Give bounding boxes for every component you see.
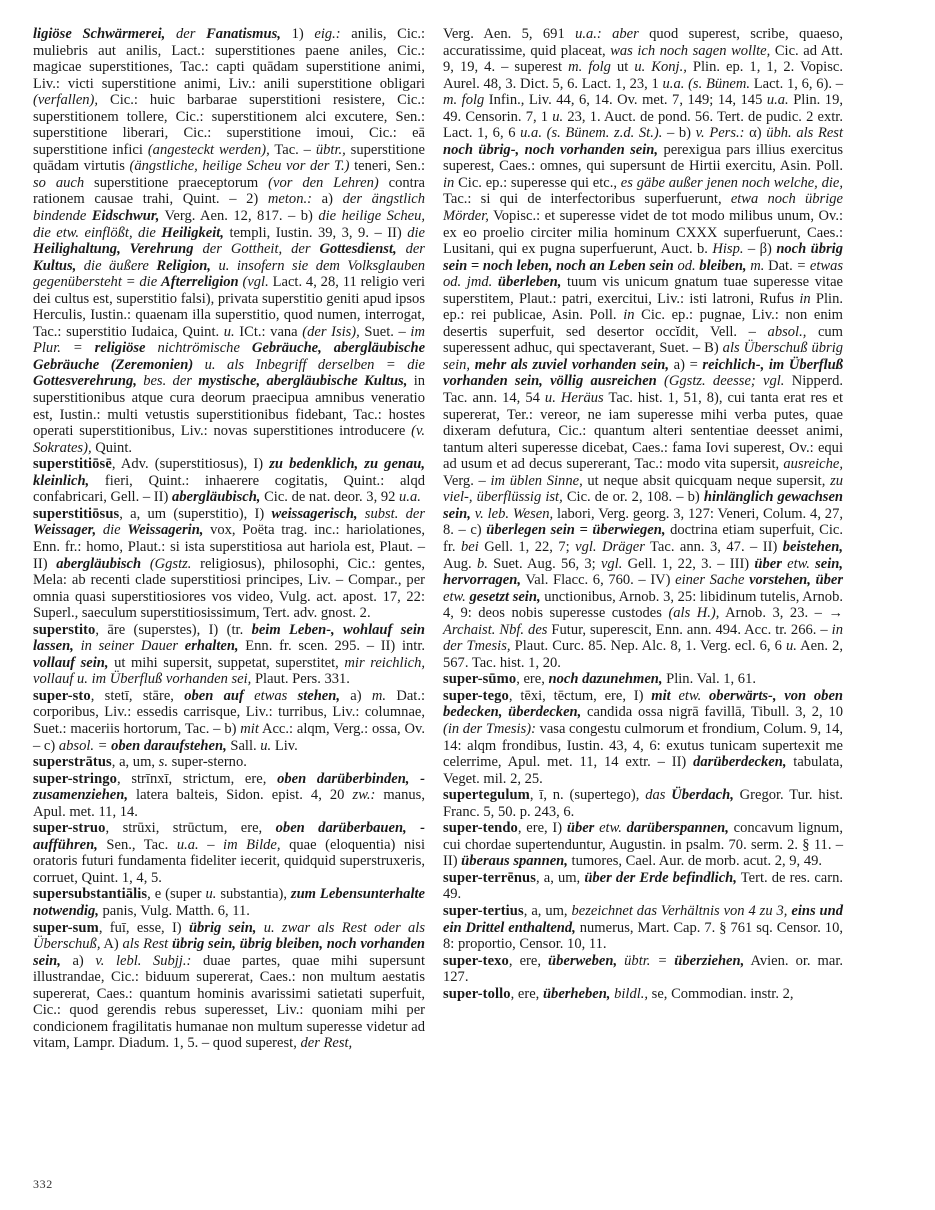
dictionary-entry: super-stringo, strīnxī, strictum, ere, oben darüberbinden, -zusamenziehen, latera balteis, Sidon. epist. 4, 20 zw.: manus, Apul. met. 11, 14. bbox=[33, 770, 425, 820]
dictionary-entry: superstrātus, a, um, s. super-sterno. bbox=[33, 754, 247, 771]
dictionary-entry: super-sum, fuī, esse, I) übrig sein, u. zwar als Rest oder als Überschuß, A) als Rest übrig sein, übrig bleiben, noch vorhanden sein, a) v. lebl. Subjj.: duae partes, quae mihi supersunt illustrandae, Cic.: biduum supererat, Caes.: non multum aestatis supererat, Caes.: quantum hominis avarissimi satietati superfuit, Cic.: quod gerendis rebus superesset, Liv.: quoniam mihi per condicionem fragilitatis humanae non multum superesse videtur ad vitam, Lampr. Diadum. 1, 5. – quod superest, der Rest, bbox=[33, 919, 426, 1052]
dictionary-entry: ligiöse Schwärmerei, der Fanatismus, 1) eig.: anilis, Cic.: muliebris aut anilis, Lact.: superstitiones paene aniles, Cic.: magicae superstitiones, Tac.: capti quādam superstitione animi, Liv.: victi superstitione animi, Liv.: anili superstitione obligari (verfallen), Cic.: huic barbarae superstitioni resistere, Cic.: superstitionem tollere, Cic.: superstitionem alci excutere, Sen.: superstitione liberari, Cic.: superstitione imoui, Cic.: eā superstitione infici (angesteckt werden), Tac. – übtr., superstitione quādam virtutis (ängstliche, heilige Scheu vor der T.) teneri, Sen.: so auch superstitione praeceptorum (vor den Lehren) contra rationem causae trahi, Quint. – 2) meton.: a) der ängstlich bindende Eidschwur, Verg. Aen. 12, 817. – b) die heilige Scheu, die etw. einflößt, die Heiligkeit, templi, Iustin. 39, 3, 9. – II) die Heilighaltung, Verehrung der Gottheit, der Gottesdienst, der Kultus, die äußere Religion, u. insofern sie dem Volksglauben gegenübersteht = die Afterreligion (vgl. Lact. 4, 28, 11 religio veri dei cultus est, superstitio falsi), privata superstitio geniti apud ipsos Herculis, Iustin.: quaenam illa superstitio, quod numen, interrogat, Tac.: superstitio Iudaica, Quint. u. ICt.: vana (der Isis), Suet. – im Plur. = religiöse nichtrömische Gebräuche, abergläubische Gebräuche (Zeremonien) u. als Inbegriff derselben = die Gottesverehrung, bes. der mystische, abergläubische Kultus, in superstitionibus atque cura deorum praecipua amnibus veneratio est, Iustin.: multi vetustis superstitionibus fidebant, Tac.: hostes operati superstitionibus, Liv.: novas superstitiones introducere (v. Sokrates), Quint. bbox=[33, 26, 426, 456]
dictionary-entry: super-texo, ere, überweben, übtr. = überziehen, Avien. or. mar. 127. bbox=[443, 952, 843, 986]
dictionary-entry: super-sūmo, ere, noch dazunehmen, Plin. Val. 1, 61. bbox=[443, 671, 756, 688]
dictionary-entry: super-tollo, ere, überheben, bildl., se, Commodian. instr. 2, bbox=[443, 985, 794, 1002]
left-column bbox=[33, 26, 425, 1166]
dictionary-entry: superstito, āre (superstes), I) (tr. beim Leben-, wohlauf sein lassen, in seiner Dauer erhalten, Enn. fr. scen. 295. – II) intr. vollauf sein, ut mihi supersit, suppetat, superstitet, mir reichlich, vollauf u. im Überfluß vorhanden sei, Plaut. Pers. 331. bbox=[33, 621, 426, 688]
dictionary-entry: super-tego, tēxi, tēctum, ere, I) mit etw. oberwärts-, von oben bedecken, überdecken, candida ossa nigrā favillā, Tibull. 3, 2, 10 (in der Tmesis): vasa congestu culmorum et frondium, Colum. 9, 14, 14: alqm frondibus, Iustin. 43, 4, 6: exutus tunicam supertexit me celerrime, Apul. met. 11, 14 extr. – II) darüberdecken, tabulata, Veget. mil. 2, 25. bbox=[443, 687, 844, 787]
dictionary-entry: superstitiōsē, Adv. (superstitiosus), I) zu bedenklich, zu genau, kleinlich, fieri, Quint.: inhaerere cogitatis, Quint.: alqd confabricari, Gell. – II) abergläubisch, Cic. de nat. deor. 3, 92 u.a. bbox=[33, 456, 426, 506]
dictionary-entry: super-sto, stetī, stāre, oben auf etwas stehen, a) m. Dat.: corporibus, Liv.: essedis carrisque, Liv.: turribus, Liv.: columnae, Suet.: maceriis hortorum, Tac. – b) mit Acc.: alqm, Verg.: ossa, Ov. – c) absol. = oben daraufstehen, Sall. u. Liv. bbox=[33, 687, 425, 754]
page-number: 332 bbox=[33, 1177, 53, 1191]
dictionary-entry: Verg. Aen. 5, 691 u.a.: aber quod superest, scribe, quaeso, accuratissime, quid placeat, was ich noch sagen wollte, Cic. ad Att. 9, 19, 4. – superest m. folg ut u. Konj., Plin. ep. 1, 1, 2. Vopisc. Aurel. 48, 3. Dict. 5, 6. Lact. 1, 23, 1 u.a. (s. Bünem. Lact. 1, 6, 6). – m. folg Infin., Liv. 44, 6, 14. Ov. met. 7, 149; 14, 145 u.a. Plin. 19, 49. Censorin. 7, 1 u. 23, 1. Auct. de pond. 56. Tert. de pudic. 2 extr. Lact. 1, 6, 6 u.a. (s. Bünem. z.d. St.). – b) v. Pers.: α) übh. als Rest noch übrig-, noch vorhanden sein, perexigua pars illius exercitus superest, Caes.: omnes, qui supersunt de Hirtii exercitu, Asin. Poll. in Cic. ep.: superesse qui etc., es gäbe außer jenen noch welche, die, Tac.: si qui de interfectoribus superfuerunt, etwa noch übrige Mörder, Vopisc.: et superesse videt de tot modo milibus unum, Ov.: ex eo proelio circiter milia hominum CXXX superfuerunt, Caes.: Lusitani, qui ex pugna superfuerunt, Auct. b. Hisp. – β) noch übrig sein = noch leben, noch an Leben sein od. bleiben, m. Dat. = etwas od. jmd. überleben, tuum vis unicum gnatum tuae superesse vitae superstitem, Plaut.: patri, exercitui, Liv.: isti latroni, Rufus in Plin. ep.: rei publicae, Asin. Poll. in Cic. ep.: pugnae, Liv.: non enim desertis superfuit, sed desertor occĭdit, Vell. – absol., cum superessent adhuc, qui spectaverant, Suet. – B) als Überschuß übrig sein, mehr als zuviel vorhanden sein, a) = reichlich-, im Überfluß vorhanden sein, völlig ausreichen (Ggstz. deesse; vgl. Nipperd. Tac. ann. 14, 54 u. Heräus Tac. hist. 1, 51, 8), cui tanta erat res et supererat, Ter.: vereor, ne iam superesse mihi verba putes, quae dixeram defutura, Cic.: quantum alteri sententiae deesset animi, tantum alteri superesse dicebat, Caes.: fama Iovi superest, Ov.: equi ad usum et ad decus supererant, Tac.: modo vita supersit, ausreiche, Verg. – im üblen Sinne, ut neque absit quicquam neque supersit, zu viel-, überflüssig ist, Cic. de or. 2, 108. – b) hinlänglich gewachsen sein, v. leb. Wesen, labori, Verg. georg. 3, 127: Veneri, Colum. 4, 27, 8. – c) überlegen sein = überwiegen, doctrina etiam superfuit, Cic. fr. bei Gell. 1, 22, 7; vgl. Dräger Tac. ann. 3, 47. – II) beistehen, Aug. b. Suet. Aug. 56, 3; vgl. Gell. 1, 22, 3. – III) über etw. sein, hervorragen, Val. Flacc. 6, 760. – IV) einer Sache vorstehen, über etw. gesetzt sein, unctionibus, Arnob. 3, 25: libidinum tutelis, Arnob. 4, 9: deos nobis superesse custodes (als H.), Arnob. 3, 23. – → Archaist. Nbf. des Futur, superescit, Enn. ann. 494. Acc. tr. 266. – in der Tmesis, Plaut. Curc. 85. Nep. Alc. 8, 1. Verg. ecl. 6, 6 u. Aen. 2, 567. Tac. hist. 1, 20. bbox=[443, 26, 844, 671]
dictionary-entry: super-tendo, ere, I) über etw. darüberspannen, concavum lignum, cui chordae supertenduntur, Augustin. in psalm. 70. serm. 2. § 11. – II) überaus spannen, tumores, Cael. Aur. de morb. acut. 2, 9, 49. bbox=[443, 820, 843, 870]
dictionary-entry: supertegulum, ī, n. (supertego), das Überdach, Gregor. Tur. hist. Franc. 5, 50. p. 243, 6. bbox=[443, 787, 844, 820]
page-columns bbox=[33, 26, 903, 1166]
dictionary-entry: super-terrēnus, a, um, über der Erde befindlich, Tert. de res. carn. 49. bbox=[443, 869, 843, 903]
dictionary-entry: supersubstantiālis, e (super u. substantia), zum Lebensunterhalte notwendig, panis, Vulg. Matth. 6, 11. bbox=[33, 886, 425, 919]
dictionary-entry: superstitiōsus, a, um (superstitio), I) weissagerisch, subst. der Weissager, die Weissagerin, vox, Poëta trag. inc.: hariolationes, Enn. fr.: homo, Plaut.: si ista superstitiosa aut hariola est, Plaut. – II) abergläubisch (Ggstz. religiosus), philosophi, Cic.: gentes, Mela: ab recenti clade superstitiosi principes, Liv. – Compar., per omnia quasi superstitiosiores vos video, Vulg. act. apost. 17, 22: Superl., saeculum superstitiosissimum, Tert. adv. gnost. 2. bbox=[33, 505, 426, 622]
dictionary-entry: super-struo, strūxi, strūctum, ere, oben darüberbauen, -aufführen, Sen., Tac. u.a. – im Bilde, quae (eloquentia) nisi oratoris futuri fundamenta fideliter iecerit, quidquid superstruxeris, corruet, Quint. 1, 4, 5. bbox=[33, 820, 425, 886]
dictionary-entry: super-tertius, a, um, bezeichnet das Verhältnis von 4 zu 3, eins und ein Drittel enthaltend, numerus, Mart. Cap. 7. § 761 sq. Censor. 10, 8: proportio, Censor. 10, 11. bbox=[443, 902, 843, 953]
right-column bbox=[443, 26, 843, 1166]
